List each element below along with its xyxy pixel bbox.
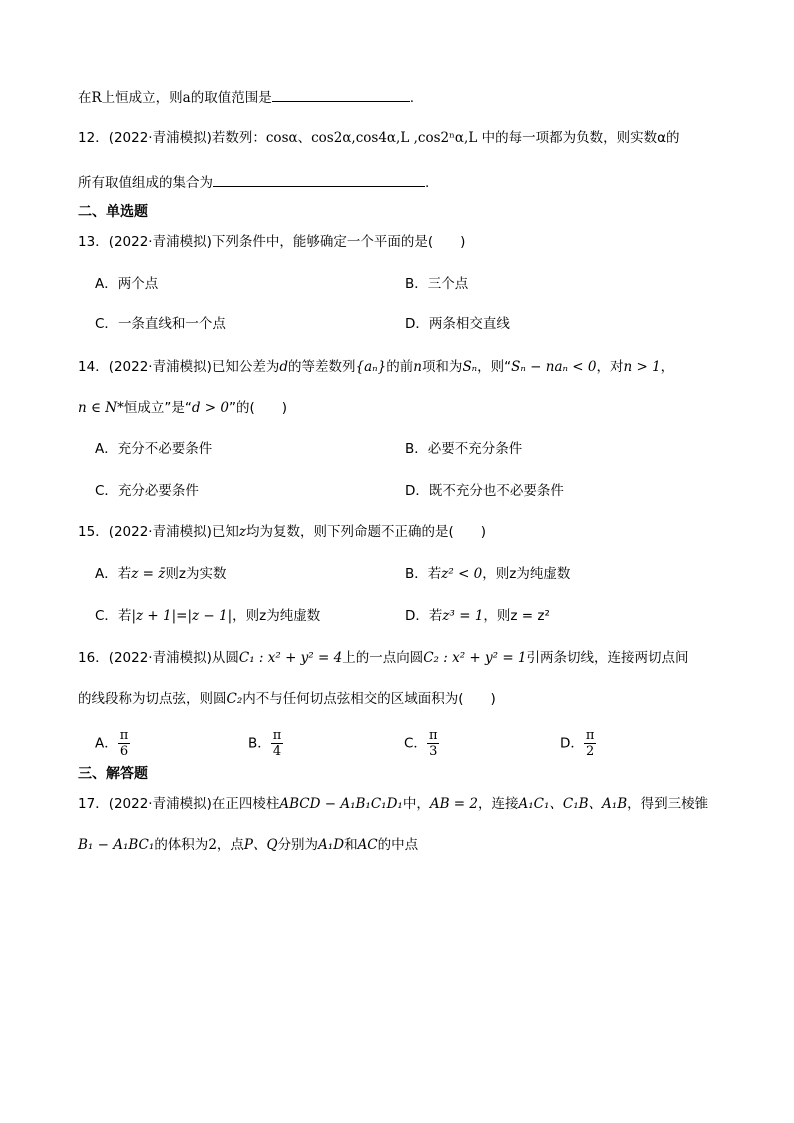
q15-option-c[interactable] <box>95 606 320 626</box>
question-number: 17 <box>78 796 96 812</box>
question-source: (2022·青浦模拟) <box>108 650 212 666</box>
question-number: 16 <box>78 650 96 666</box>
fraction <box>584 728 597 759</box>
q12-line1: 12．(2022·青浦模拟)若数列：cosα、cos2α,cos4α,L ,cos2ⁿα,L 中的每一项都为负数，则实数α的 <box>78 130 680 146</box>
q15-option-b[interactable] <box>405 564 570 584</box>
text-fragment: 一条直线和一个点 <box>117 316 226 332</box>
text-fragment: ，得到三棱锥 <box>627 796 709 812</box>
q16-line2 <box>78 689 496 709</box>
text-fragment: 三个点 <box>427 276 469 292</box>
q13-option-b[interactable] <box>405 274 468 294</box>
text-fragment: D． <box>560 735 584 752</box>
text-fragment: ，对 <box>596 359 624 375</box>
text-fragment: 的等差数列 <box>288 359 356 375</box>
text-fragment: 3 <box>429 744 438 759</box>
q16-option-b[interactable] <box>248 728 283 759</box>
text: 所有取值组成的集合为 <box>78 175 213 191</box>
fraction <box>427 728 440 759</box>
q16-option-d[interactable] <box>560 728 596 759</box>
question-source: (2022·青浦模拟) <box>108 796 212 812</box>
math-R: R <box>91 90 102 106</box>
text-fragment: Sₙ <box>462 359 478 375</box>
text-fragment: π <box>272 728 282 743</box>
text-fragment: C． <box>95 608 118 624</box>
question-number: 15 <box>78 524 96 540</box>
text-fragment: 充分不必要条件 <box>117 441 213 457</box>
text: 的取值范围是 <box>190 90 272 106</box>
text-fragment: 充分必要条件 <box>117 483 199 499</box>
text-fragment: B． <box>405 566 428 582</box>
text-fragment: ，则“ <box>477 359 512 375</box>
text-fragment: n <box>413 359 422 375</box>
text-fragment: 分别为 <box>277 837 319 853</box>
text-fragment: 若 <box>117 566 132 582</box>
text-fragment: z² < 0 <box>441 566 483 582</box>
text-fragment: D． <box>405 316 429 332</box>
q15-stem: 15．(2022·青浦模拟)已知z均为复数，则下列命题不正确的是( ) <box>78 524 487 540</box>
text-fragment: 恒成立”是“ <box>123 400 192 416</box>
text-fragment: 2 <box>586 744 595 759</box>
text-fragment: ，则z为纯虚数 <box>232 608 321 624</box>
q16-option-a[interactable] <box>95 728 130 759</box>
text-fragment: ， <box>660 359 675 375</box>
q12-line2 <box>78 172 429 193</box>
text-fragment: B． <box>405 441 428 457</box>
q14-option-b[interactable] <box>405 439 522 459</box>
text-fragment: A₁D <box>318 837 345 853</box>
question-source: (2022·青浦模拟) <box>108 234 212 250</box>
text-fragment: 项和为 <box>421 359 463 375</box>
text: 中的每一项都为负数，则实数α的 <box>481 130 680 146</box>
text-fragment: {aₙ} <box>355 359 387 375</box>
text-fragment: 若 <box>428 608 443 624</box>
text-fragment: 必要不充分条件 <box>427 441 523 457</box>
text-fragment: 既不充分也不必要条件 <box>428 483 564 499</box>
text-fragment: C． <box>404 735 427 752</box>
text-fragment: ，则z = z² <box>483 608 550 624</box>
q14-line2 <box>78 398 287 418</box>
q14-option-a[interactable] <box>95 439 212 459</box>
q14-option-d[interactable] <box>405 481 564 501</box>
fraction <box>271 728 284 759</box>
text-fragment: 中， <box>402 796 430 812</box>
text-fragment: 6 <box>119 744 129 759</box>
text-fragment: P、Q <box>243 837 278 853</box>
text-fragment: 的中点 <box>377 837 419 853</box>
question-source: (2022·青浦模拟) <box>108 359 212 375</box>
q13-option-d[interactable] <box>405 314 510 334</box>
q17-line2 <box>78 835 418 855</box>
question-source: (2022·青浦模拟) <box>108 524 212 540</box>
text-fragment: |z + 1|=|z − 1| <box>131 608 233 624</box>
text-fragment: z³ = 1 <box>442 608 484 624</box>
text-fragment: π <box>428 728 438 743</box>
text-fragment: z = z̄ <box>131 566 166 582</box>
text-fragment: ，则z为纯虚数 <box>482 566 571 582</box>
math-sequence: cosα、cos2α,cos4α,L ,cos2ⁿα,L <box>265 130 478 146</box>
text-fragment: 则z为实数 <box>165 566 227 582</box>
text-fragment: 在正四棱柱 <box>211 796 280 812</box>
text-fragment: 4 <box>272 744 282 759</box>
text: . <box>409 90 415 106</box>
text-fragment: 已知 <box>211 524 239 540</box>
text-fragment: z <box>238 524 246 540</box>
text-fragment: ABCD − A₁B₁C₁D₁ <box>279 796 403 812</box>
q15-option-d[interactable] <box>405 606 550 626</box>
text-fragment: 两个点 <box>117 276 159 292</box>
text-fragment: π <box>585 728 595 743</box>
text-fragment: 的线段称为切点弦，则圆 <box>78 691 227 707</box>
text-fragment: 的前 <box>386 359 414 375</box>
q16-option-c[interactable] <box>404 728 439 759</box>
text-fragment: 和 <box>344 837 358 853</box>
text: 上恒成立，则 <box>101 90 183 106</box>
q14-option-c[interactable] <box>95 481 199 501</box>
q16-line1: 16．(2022·青浦模拟)从圆C₁ : x² + y² = 4上的一点向圆C₂ : x² + y² = 1引两条切线，连接两切点间 <box>78 650 689 666</box>
text: . <box>425 175 430 191</box>
text-fragment: 2 <box>208 837 217 853</box>
text-fragment: n > 1 <box>623 359 661 375</box>
text-fragment: C₂ : x² + y² = 1 <box>423 650 527 666</box>
answer-blank[interactable] <box>213 172 425 187</box>
text-fragment: C₂ <box>226 691 243 707</box>
text-fragment: 的体积为 <box>154 837 209 853</box>
text-fragment: 若 <box>427 566 442 582</box>
text-fragment: 均为复数，则下列命题不正确的是( ) <box>246 524 487 540</box>
text-fragment: 从圆 <box>211 650 239 666</box>
text-fragment: A₁C₁、C₁B、A₁B <box>518 796 628 812</box>
text-fragment: d <box>279 359 289 375</box>
question-source: (2022·青浦模拟) <box>108 130 212 146</box>
q11-tail-line <box>78 87 414 108</box>
text-fragment: 上的一点向圆 <box>342 650 424 666</box>
text-fragment: π <box>119 728 129 743</box>
q15-option-a[interactable] <box>95 564 226 584</box>
text-fragment: AC <box>357 837 378 853</box>
text: 下列条件中，能够确定一个平面的是( ) <box>211 234 466 250</box>
text-fragment: C． <box>95 316 118 332</box>
question-number: 12 <box>78 130 96 146</box>
fraction <box>118 728 131 759</box>
section-heading-single-choice: 二、单选题 <box>78 204 148 220</box>
text-fragment: ，点 <box>216 837 244 853</box>
text-fragment: A． <box>95 276 118 292</box>
text: 若数列： <box>211 130 266 146</box>
text-fragment: D． <box>405 608 429 624</box>
text: 在 <box>78 90 92 106</box>
q13-option-c[interactable] <box>95 314 226 334</box>
text-fragment: ，连接 <box>477 796 519 812</box>
text-fragment: A． <box>95 566 118 582</box>
text-fragment: 已知公差为 <box>211 359 280 375</box>
text-fragment: C₁ : x² + y² = 4 <box>238 650 343 666</box>
text-fragment: B． <box>248 735 271 752</box>
text-fragment: 内不与任何切点弦相交的区域面积为( ) <box>242 691 496 707</box>
q17-line1: 17．(2022·青浦模拟)在正四棱柱ABCD − A₁B₁C₁D₁中，AB = 2，连接A₁C₁、C₁B、A₁B，得到三棱锥 <box>78 796 709 812</box>
text-fragment: 若 <box>117 608 132 624</box>
math-a: a <box>182 90 191 106</box>
text-fragment: A． <box>95 735 118 752</box>
text-fragment: B₁ − A₁BC₁ <box>78 837 155 853</box>
question-number: 13 <box>78 234 96 250</box>
q13-stem: 13．(2022·青浦模拟)下列条件中，能够确定一个平面的是( ) <box>78 234 466 250</box>
text-fragment: d > 0 <box>191 400 229 416</box>
text-fragment: D． <box>405 483 429 499</box>
answer-blank[interactable] <box>272 87 410 102</box>
text-fragment: C． <box>95 483 118 499</box>
text-fragment: n ∈ N* <box>78 400 124 416</box>
text-fragment: 引两条切线，连接两切点间 <box>526 650 689 666</box>
q13-option-a[interactable] <box>95 274 158 294</box>
text-fragment: B． <box>405 276 428 292</box>
question-number: 14 <box>78 359 96 375</box>
text-fragment: Sₙ − naₙ < 0 <box>511 359 597 375</box>
q14-line1: 14．(2022·青浦模拟)已知公差为d的等差数列{aₙ}的前n项和为Sₙ，则“Sₙ − naₙ < 0，对n > 1， <box>78 359 675 375</box>
section-heading-solution: 三、解答题 <box>78 766 148 782</box>
text-fragment: 两条相交直线 <box>428 316 510 332</box>
text-fragment: A． <box>95 441 118 457</box>
text-fragment: AB = 2 <box>429 796 478 812</box>
text-fragment: ”的( ) <box>228 400 287 416</box>
